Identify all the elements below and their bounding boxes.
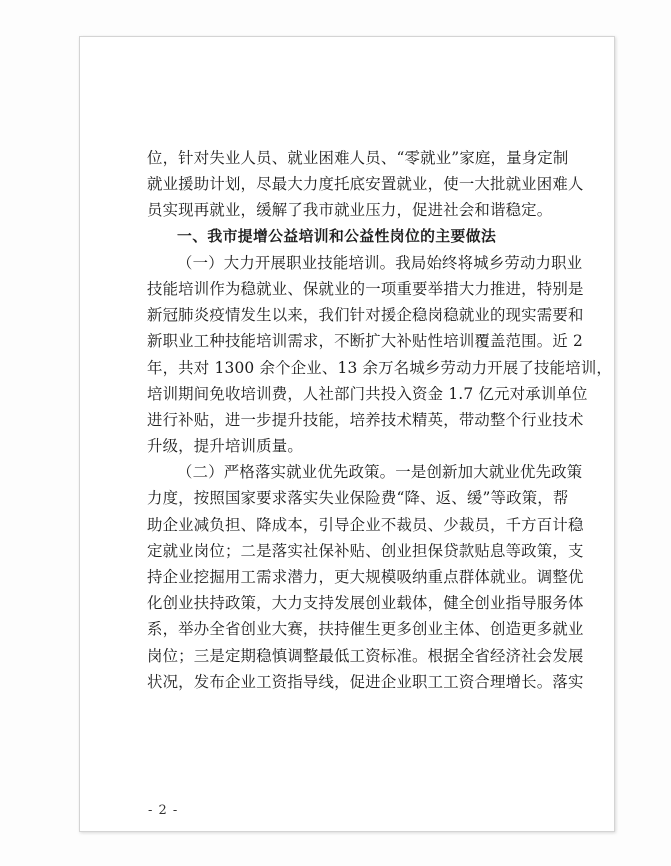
text-line: 助企业减负担、降成本，引导企业不裁员、少裁员，千方百计稳 xyxy=(147,515,584,534)
text-line: 员实现再就业，缓解了我市就业压力，促进社会和谐稳定。 xyxy=(147,201,553,220)
page-number: - 2 - xyxy=(148,803,179,818)
paragraph-start-line: （一）大力开展职业技能培训。我局始终将城乡劳动力职业 xyxy=(177,253,583,272)
text-line: 升级，提升培训质量。 xyxy=(147,437,303,456)
text-line: 状况，发布企业工资指导线，促进企业职工工资合理增长。落实 xyxy=(147,672,584,691)
text-line: 力度，按照国家要求落实失业保险费“降、返、缓”等政策，帮 xyxy=(147,489,569,508)
text-line: 技能培训作为稳就业、保就业的一项重要举措大力推进，特别是 xyxy=(147,279,584,298)
body-text xyxy=(147,145,612,695)
text-line: 新冠肺炎疫情发生以来，我们针对援企稳岗稳就业的现实需要和 xyxy=(147,306,584,325)
document-page xyxy=(79,36,615,832)
text-line: 持企业挖掘用工需求潜力，更大规模吸纳重点群体就业。调整优 xyxy=(147,568,584,586)
text-line: 岗位；三是定期稳慎调整最低工资标准。根据全省经济社会发展 xyxy=(147,646,584,665)
text-line: 进行补贴，进一步提升技能，培养技术精英，带动整个行业技术 xyxy=(147,410,584,429)
text-line: 定就业岗位；二是落实社保补贴、创业担保贷款贴息等政策，支 xyxy=(147,541,584,560)
text-line: 培训期间免收培训费，人社部门共投入资金 1.7 亿元对承训单位 xyxy=(147,384,588,403)
text-line: 位，针对失业人员、就业困难人员、“零就业”家庭，量身定制 xyxy=(147,149,569,167)
text-line: 新职业工种技能培训需求，不断扩大补贴性培训覆盖范围。近 2 xyxy=(147,332,584,351)
text-line: 化创业扶持政策，大力支持发展创业载体，健全创业指导服务体 xyxy=(147,594,584,613)
paragraph-start-line: （二）严格落实就业优先政策。一是创新加大就业优先政策 xyxy=(177,463,583,482)
text-line: 就业援助计划，尽最大力度托底安置就业，使一大批就业困难人 xyxy=(147,175,584,194)
text-line: 年，共对 1300 余个企业、13 余万名城乡劳动力开展了技能培训， xyxy=(147,358,612,377)
text-line: 系，举办全省创业大赛，扶持催生更多创业主体、创造更多就业 xyxy=(147,620,584,639)
section-heading: 一、我市提增公益培训和公益性岗位的主要做法 xyxy=(177,227,497,245)
